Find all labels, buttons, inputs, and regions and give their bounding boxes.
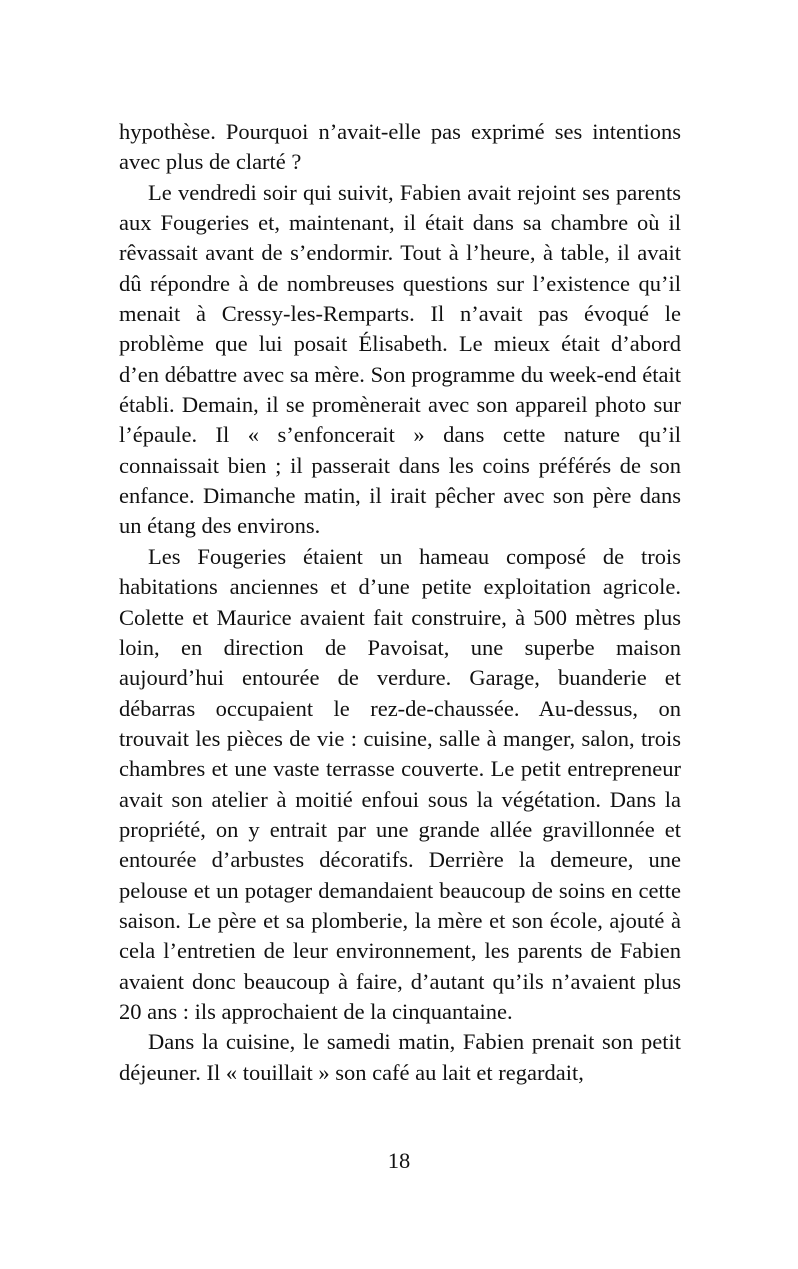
paragraph: Dans la cuisine, le samedi matin, Fabien prenait son petit déjeuner. Il « touillait » son café au lait et regardait, (119, 1029, 681, 1085)
paragraph: Les Fougeries étaient un hameau composé de trois habitations anciennes et d’une petite exploitation agricole. Colette et Maurice avaient fait construire, à 500 mètres plus loin, en direction de Pavoisat, une superbe maison aujourd’hui entourée de verdure. Garage, buanderie et débarras occupaient le rez-de-chaussée. Au-dessus, on trouvait les pièces de vie : cuisine, salle à manger, salon, trois chambres et une vaste terrasse couverte. Le petit entrepreneur avait son atelier à moitié enfoui sous la végétation. Dans la propriété, on y entrait par une grande allée gravillonnée et entourée d’arbustes décoratifs. Derrière la demeure, une pelouse et un potager demandaient beaucoup de soins en cette saison. Le père et sa plomberie, la mère et son école, ajouté à cela l’entretien de leur environnement, les parents de Fabien avaient donc beaucoup à faire, d’autant qu’ils n’avaient plus 20 ans : ils approchaient de la cinquantaine. (119, 543, 681, 1024)
page-number: 18 (387, 1148, 411, 1173)
paragraph: Le vendredi soir qui suivit, Fabien avait rejoint ses parents aux Fougeries et, maintenant, il était dans sa chambre où il rêvassait avant de s’endormir. Tout à l’heure, à table, il avait dû répondre à de nombreuses questions sur l’existence qu’il menait à Cressy-les-Remparts. Il n’avait pas évoqué le problème que lui posait Élisabeth. Le mieux était d’abord d’en débattre avec sa mère. Son programme du week-end était établi. Demain, il se promènerait avec son appareil photo sur l’épaule. Il « s’enfoncerait » dans cette nature qu’il connaissait bien ; il passerait dans les coins préférés de son enfance. Dimanche matin, il irait pêcher avec son père dans un étang des environs. (119, 179, 681, 539)
paragraph-continued: hypothèse. Pourquoi n’avait-elle pas exprimé ses intentions avec plus de clarté ? (119, 119, 681, 175)
body-text (119, 117, 681, 1088)
